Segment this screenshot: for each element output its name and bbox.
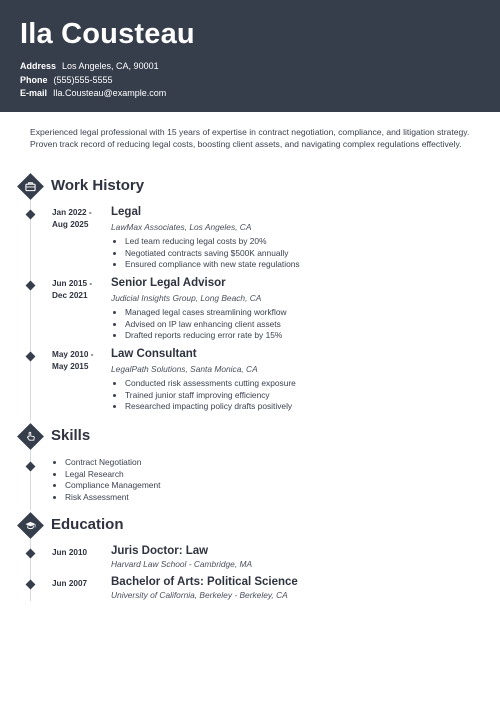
job-date-end: Aug 2025 <box>52 220 89 229</box>
job-organization: LawMax Associates, Los Angeles, CA <box>111 222 252 232</box>
job-title: Legal <box>111 206 142 218</box>
list-item: • Researched impacting policy drafts positively <box>125 401 296 413</box>
job-date-start: Jun 2015 - <box>52 279 93 288</box>
graduation-cap-icon <box>17 512 44 539</box>
education-school: University of California, Berkeley - Berkeley, CA <box>111 590 288 600</box>
hand-pointer-icon <box>17 423 44 450</box>
candidate-name: Ila Cousteau <box>20 18 195 50</box>
contact-phone <box>20 74 166 88</box>
timeline-dot <box>26 580 36 590</box>
job-title: Law Consultant <box>111 348 197 360</box>
job-date-end: May 2015 <box>52 362 89 371</box>
contact-info <box>20 60 166 101</box>
contact-label: Phone <box>20 74 48 85</box>
education-date: Jun 2010 <box>52 548 88 557</box>
list-item: • Compliance Management <box>65 480 160 492</box>
education-degree: Juris Doctor: Law <box>111 545 209 557</box>
list-item: • Advised on IP law enhancing client assets <box>125 319 287 331</box>
job-bullets <box>111 307 287 342</box>
list-item: • Conducted risk assessments cutting exposure <box>125 378 296 390</box>
job-date-start: May 2010 - <box>52 350 94 359</box>
contact-address <box>20 60 166 74</box>
job-organization: LegalPath Solutions, Santa Monica, CA <box>111 364 258 374</box>
list-item: • Drafted reports reducing error rate by 15% <box>125 330 287 342</box>
job-bullets <box>111 378 296 413</box>
list-item: • Led team reducing legal costs by 20% <box>125 236 300 248</box>
skills-timeline-line <box>30 446 31 510</box>
contact-label: Address <box>20 61 57 71</box>
timeline-dot <box>26 462 36 472</box>
education-degree: Bachelor of Arts: Political Science <box>111 576 298 588</box>
contact-value: Ila.Cousteau@example.com <box>53 88 167 98</box>
job-date-end: Dec 2021 <box>52 291 88 300</box>
list-item: • Legal Research <box>65 469 160 481</box>
professional-summary: Experienced legal professional with 15 years of expertise in contract negotiation, compliance, and litigation strategy. Proven track record of reducing legal costs, boosting client assets, and navigating complex regulations effectively. <box>30 127 470 149</box>
timeline-dot <box>26 352 36 362</box>
timeline-dot <box>26 549 36 559</box>
job-bullets <box>111 236 300 271</box>
timeline-dot <box>26 210 36 220</box>
briefcase-icon <box>17 173 44 200</box>
skills-list <box>51 457 160 503</box>
section-title-education: Education <box>51 516 124 533</box>
work-timeline-line <box>30 196 31 420</box>
job-title: Senior Legal Advisor <box>111 277 226 289</box>
list-item: • Negotiated contracts saving $500K annually <box>125 248 300 260</box>
list-item: • Trained junior staff improving efficiency <box>125 390 296 402</box>
timeline-dot <box>26 281 36 291</box>
job-date-start: Jan 2022 - <box>52 208 92 217</box>
education-timeline-line <box>30 535 31 601</box>
list-item: • Risk Assessment <box>65 492 160 504</box>
list-item: • Contract Negotiation <box>65 457 160 469</box>
contact-label: E-mail <box>20 88 48 98</box>
section-title-work-history: Work History <box>51 177 145 194</box>
contact-value: Los Angeles, CA, 90001 <box>62 61 159 71</box>
job-date <box>52 349 93 373</box>
job-date <box>52 278 92 302</box>
list-item: • Ensured compliance with new state regulations <box>125 259 300 271</box>
education-date: Jun 2007 <box>52 579 88 588</box>
education-school: Harvard Law School - Cambridge, MA <box>111 559 253 569</box>
job-date <box>52 207 92 231</box>
job-organization: Judicial Insights Group, Long Beach, CA <box>111 293 262 303</box>
contact-email <box>20 87 166 101</box>
contact-value: (555)555-5555 <box>53 74 113 85</box>
section-title-skills: Skills <box>51 427 91 444</box>
resume-header <box>0 0 500 112</box>
list-item: • Managed legal cases streamlining workflow <box>125 307 287 319</box>
